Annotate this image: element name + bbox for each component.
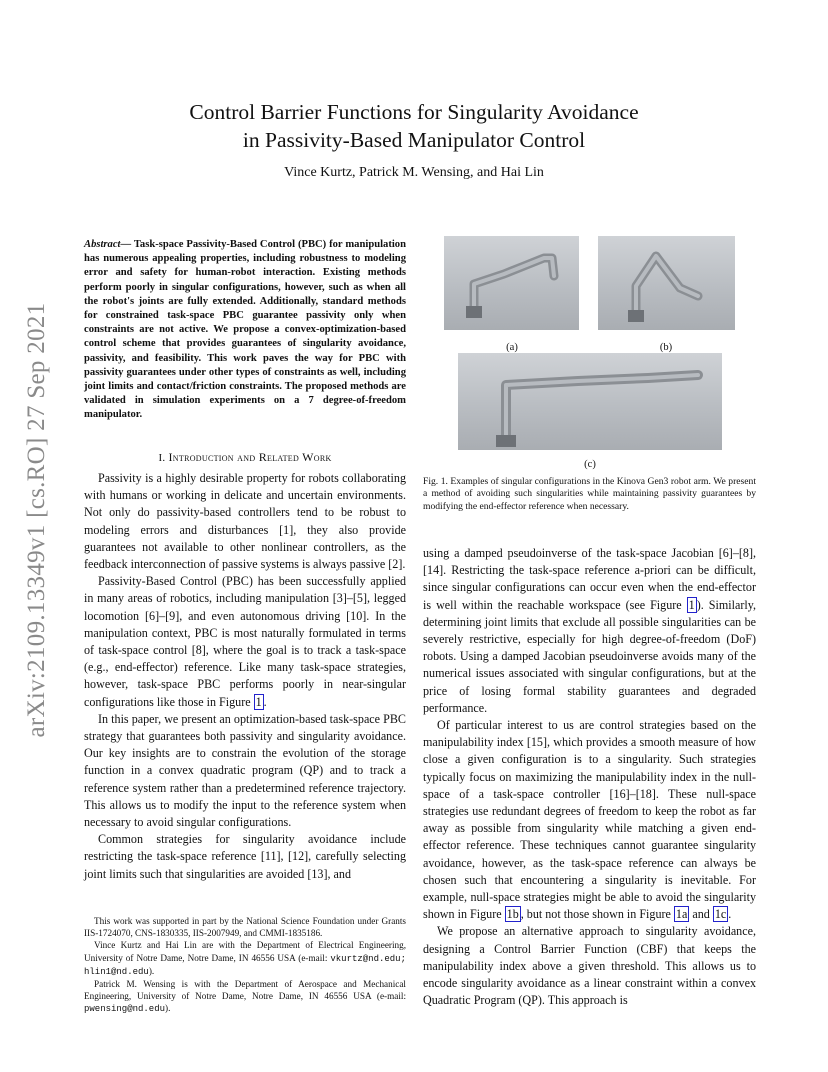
right-paragraph-2-end: . [728, 907, 732, 922]
paper-title [0, 98, 828, 154]
section-number: I. [158, 452, 169, 464]
title-line-2: in Passivity-Based Manipulator Control [242, 128, 586, 152]
section-title: Introduction and Related Work [168, 450, 332, 464]
right-paragraph-2 [423, 717, 756, 923]
right-paragraph-1-end: ). Similarly, determining joint limits that exclude all possible singularities can be severely restrictive, especially for high degree-of-freedom (DoF) robots. Using a damped Jacobian pseudoinverse avoids many of the numerical issues associated with singular configurations, but at the price of losing formal stability guarantees and degraded performance. [423, 597, 756, 715]
abstract-text: — Task-space Passivity-Based Control (PBC) for manipulation has numerous appealing properties, including robustness to modeling error and safety for human-robot interaction. Existing methods perform poorly in singular configurations, however, such as when all the robot's joints are fully extended. Additionally, standard methods for constrained task-space PBC guarantee passivity only when constraints are not active. We propose a convex-optimization-based control scheme that provides guarantees of singularity avoidance, passivity, and feasibility. This work paves the way for PBC with passivity guarantees under other types of constraints as well, including joint limits and contact/friction constraints. The proposed methods are validated in simulation experiments on a 7 degree-of-freedom manipulator. [84, 239, 406, 421]
robot-arm-drawing-b [598, 236, 735, 330]
footnote-affiliation-1-end: ). [148, 965, 155, 976]
intro-paragraph-3: In this paper, we present an optimization-based task-space PBC strategy that guarantees both passivity and singularity avoidance. Our key insights are to constrain the evolution of the storage function in a convex quadratic program (QP) and to track a reference system rather than a predetermined reference trajectory. This allows us to modify the input to the reference system when necessary to avoid singular configurations. [84, 711, 406, 830]
figure-1b-robot-image [598, 236, 735, 330]
figure-1-caption: Fig. 1. Examples of singular configurations in the Kinova Gen3 robot arm. We present a method of avoiding such singularities while maintaining passivity guarantees by modifying the end-effector reference when necessary. [423, 476, 756, 512]
intro-paragraph-1: Passivity is a highly desirable property for robots collaborating with humans or working in delicate and uncertain environments. Not only do passivity-based controllers tend to be robust to modeling errors and disturbances [1], they also provide guarantees not available to other nonlinear controllers, as the feedback interconnection of passive systems is always passive [2]. [84, 471, 406, 572]
footnote-affiliation-1 [84, 939, 406, 978]
intro-paragraph-4: Common strategies for singularity avoidance include restricting the task-space reference [11], [12], carefully selecting joint limits such that singularities are avoided [13], and [84, 832, 406, 881]
intro-paragraph-2 [84, 573, 406, 711]
title-line-1: Control Barrier Functions for Singularity Avoidance [189, 100, 639, 124]
footnote-affiliation-2-end: ). [165, 1003, 171, 1014]
footnote-affiliation-1-text: Vince Kurtz and Hai Lin are with the Department of Electrical Engineering, University of Notre Dame, Notre Dame, IN 46556 USA (e-mail: [84, 940, 406, 963]
intro-paragraph-2-end: . [263, 694, 267, 709]
figure-ref-1c-link[interactable]: 1c [714, 907, 727, 922]
figure-ref-link[interactable]: 1 [688, 597, 695, 612]
figure-1b-label: (b) [659, 342, 673, 353]
abstract [84, 238, 406, 423]
figure-ref-link[interactable]: 1 [255, 694, 262, 709]
footnotes [84, 915, 406, 1016]
right-paragraph-3: We propose an alternative approach to singularity avoidance, designing a Control Barrier Function (CBF) that keeps the manipulability index above a given threshold. This allows us to encode singularity avoidance as a linear constraint within a convex Quadratic Program (QP). This approach is [423, 924, 756, 1008]
footnote-funding: This work was supported in part by the National Science Foundation under Grants IIS-1724070, CNS-1830335, IIS-2007949, and CMMI-1835186. [84, 916, 406, 939]
author-list: Vince Kurtz, Patrick M. Wensing, and Hai Lin [284, 165, 544, 180]
footnote-email-2: pwensing@nd.edu [84, 1004, 166, 1015]
figure-ref-1b-link[interactable]: 1b [506, 907, 519, 922]
left-column-body [84, 470, 406, 883]
abstract-label: Abstract [84, 239, 121, 250]
right-column-body [423, 545, 756, 1009]
footnote-affiliation-2-text: Patrick M. Wensing is with the Department of Aerospace and Mechanical Engineering, University of Notre Dame, Notre Dame, IN 46556 USA (e-mail: [84, 979, 406, 1002]
figure-ref-1a-link[interactable]: 1a [675, 907, 688, 922]
figure-1c-robot-image [458, 353, 722, 450]
figure-1a-label: (a) [506, 342, 518, 353]
right-paragraph-1 [423, 545, 756, 717]
arxiv-sidebar [22, 290, 52, 750]
robot-arm-drawing-c [458, 353, 722, 450]
right-paragraph-2-mid: , but not those shown in Figure [520, 907, 674, 922]
arxiv-identifier: arXiv:2109.13349v1 [cs.RO] 27 Sep 2021 [23, 302, 50, 738]
right-paragraph-2-text: Of particular interest to us are control strategies based on the manipulability index [15], which provides a smooth measure of how close a given configuration is to a singularity. Such strategies typically focus on maximizing the manipulability index in the null-space of a task-space controller [16]–[18]. These null-space strategies use redundant degrees of freedom to keep the robot as far away as possible from singularity while matching a given end-effector reference. These techniques cannot guarantee singularity avoidance, however, as the task-space reference can always be chosen such that encountering a singularity is inevitable. For example, null-space strategies might be able to avoid the singularity shown in Figure [423, 718, 756, 922]
right-paragraph-2-and: and [689, 907, 713, 922]
robot-arm-drawing-a [444, 236, 579, 330]
footnote-affiliation-2 [84, 978, 406, 1016]
right-paragraph-1-text: using a damped pseudoinverse of the task-space Jacobian [6]–[8], [14]. Restricting the task-space reference a-priori can be difficult, since singular configurations can occur even when the end-effector is well within the reachable workspace (see Figure [423, 546, 756, 612]
figure-1a-robot-image [444, 236, 579, 330]
footnote-email-1: vkurtz@nd.edu; hlin1@nd.edu [84, 953, 406, 977]
section-heading [84, 450, 406, 465]
intro-paragraph-2-text: Passivity-Based Control (PBC) has been successfully applied in many areas of robotics, including manipulation [3]–[5], legged locomotion [6]–[9], and even autonomous driving [10]. In the manipulation context, PBC is most naturally formulated in terms of task-space control [8], where the goal is to track a task-space (e.g., end-effector) reference. Like many task-space strategies, however, task-space PBC performs poorly in near-singular configurations like those in Figure [84, 574, 406, 709]
figure-1c-label: (c) [584, 459, 596, 470]
